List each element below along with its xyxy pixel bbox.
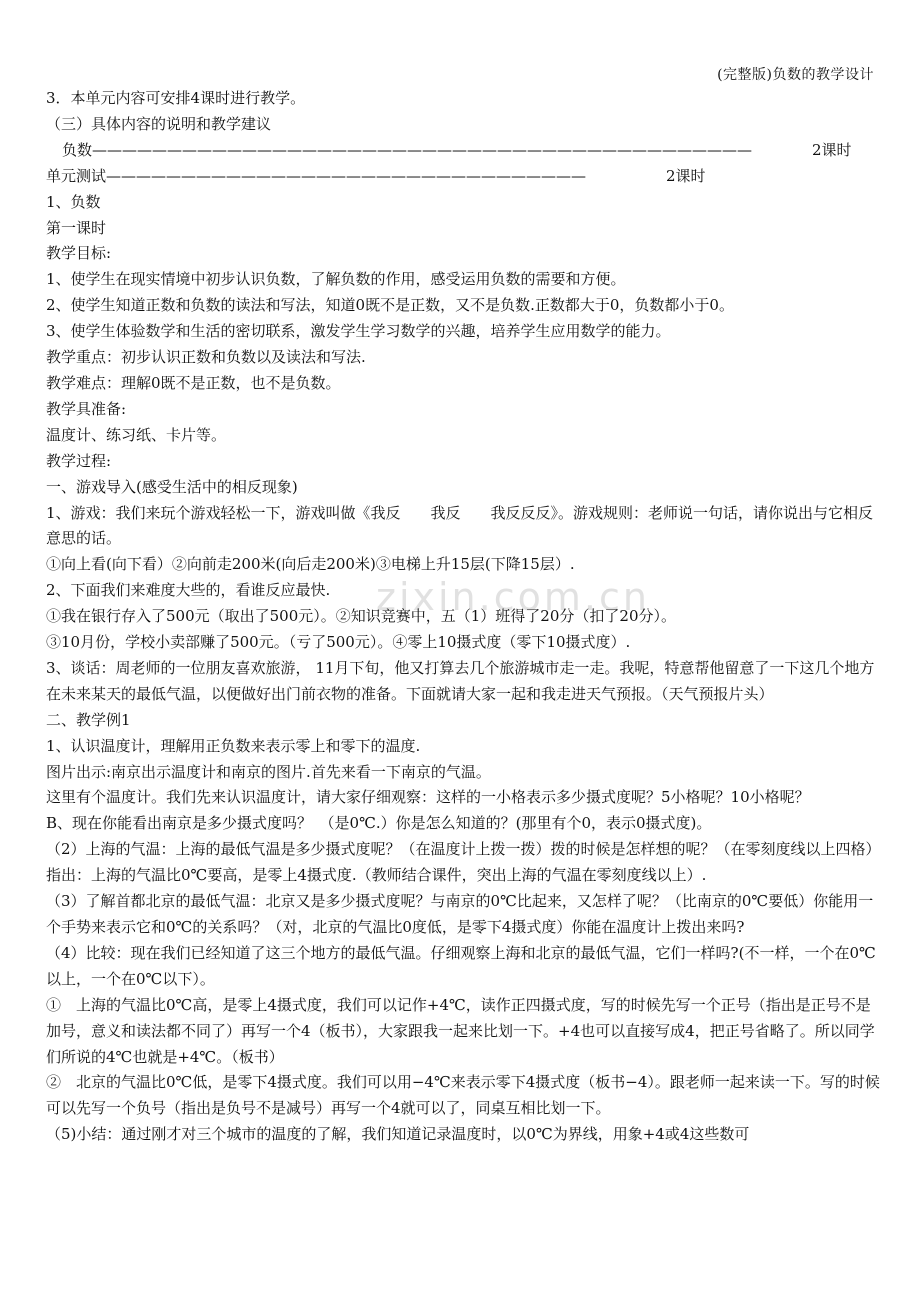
paragraph: 3、谈话：周老师的一位朋友喜欢旅游， 11月下旬，他又打算去几个旅游城市走一走。我呢，特意帮他留意了一下这几个地方在未来某天的最低气温，以便做好出门前衣物的准备。下面就请大家一起和我走进天气预报。（天气预报片头） bbox=[46, 658, 875, 703]
paragraph: 一、游戏导入(感受生活中的相反现象) bbox=[46, 477, 298, 496]
paragraph: ①向上看(向下看）②向前走200米(向后走200米)③电梯上升15层(下降15层）. bbox=[46, 555, 575, 574]
paragraph: 这里有个温度计。我们先来认识温度计，请大家仔细观察：这样的一小格表示多少摄式度呢？5小格呢？10小格呢？ bbox=[46, 788, 810, 807]
document-header-title: (完整版)负数的教学设计 bbox=[717, 67, 874, 83]
paragraph: 1、认识温度计，理解用正负数来表示零上和零下的温度. bbox=[46, 736, 421, 755]
paragraph: 第一课时 bbox=[46, 218, 107, 237]
paragraph: 1、负数 bbox=[46, 192, 101, 211]
paragraph: 温度计、练习纸、卡片等。 bbox=[46, 425, 227, 444]
paragraph: 教学难点：理解0既不是正数，也不是负数。 bbox=[46, 373, 341, 392]
paragraph: 1、使学生在现实情境中初步认识负数，了解负数的作用，感受运用负数的需要和方便。 bbox=[46, 270, 626, 289]
paragraph: （2）上海的气温：上海的最低气温是多少摄式度呢？（在温度计上拨一拨）拨的时候是怎样想的呢？（在零刻度线以上四格） bbox=[46, 840, 881, 859]
paragraph: B、现在你能看出南京是多少摄式度吗？ （是0℃.）你是怎么知道的？(那里有个0，表示0摄式度)。 bbox=[46, 814, 712, 833]
paragraph: （4）比较：现在我们已经知道了这三个地方的最低气温。仔细观察上海和北京的最低气温，它们一样吗?(不一样，一个在0℃以上，一个在0℃以下）。 bbox=[46, 943, 876, 988]
schedule-dash-leader: ———————————————————————————————— bbox=[106, 166, 587, 185]
paragraph: （3）了解首都北京的最低气温：北京又是多少摄式度呢？与南京的0℃比起来，又怎样了呢？（比南京的0℃要低）你能用一个手势来表示它和0℃的关系吗？（对，北京的气温比0度低，是零下4摄式度）你能在温度计上拨出来吗? bbox=[46, 892, 874, 936]
paragraph: 教学具准备: bbox=[46, 399, 127, 418]
paragraph: 3．本单元内容可安排4课时进行教学。 bbox=[46, 89, 306, 107]
paragraph: 2、下面我们来难度大些的，看谁反应最快. bbox=[46, 581, 331, 600]
schedule-hours: 2课时 bbox=[812, 140, 852, 159]
paragraph: 教学重点：初步认识正数和负数以及读法和写法. bbox=[46, 348, 366, 367]
schedule-row-unit-test bbox=[46, 164, 882, 190]
paragraph: 1、游戏：我们来玩个游戏轻松一下，游戏叫做《我反 我反 我反反反》。游戏规则：老师说一句话，请你说出与它相反意思的话。 bbox=[46, 503, 874, 548]
paragraph: 2、使学生知道正数和负数的读法和写法，知道0既不是正数，又不是负数.正数都大于0，负数都小于0。 bbox=[46, 296, 734, 315]
schedule-hours: 2课时 bbox=[666, 166, 706, 185]
section-heading: （三）具体内容的说明和教学建议 bbox=[46, 114, 272, 133]
paragraph: ② 北京的气温比0℃低，是零下4摄式度。我们可以用−4℃来表示零下4摄式度（板书−4）。跟老师一起来读一下。写的时候可以先写一个负号（指出是负号不是减号）再写一个4就可以了，同桌互相比划一下。 bbox=[46, 1073, 880, 1118]
paragraph: 指出：上海的气温比0℃要高，是零上4摄式度.（教师结合课件，突出上海的气温在零刻度线以上）. bbox=[46, 866, 707, 885]
schedule-label: 负数 bbox=[62, 140, 93, 159]
schedule-row-negative-numbers bbox=[46, 138, 882, 164]
watermark: zixin.com.cn bbox=[376, 575, 650, 619]
paragraph: ① 上海的气温比0℃高，是零上4摄式度，我们可以记作+4℃，读作正四摄式度，写的时候先写一个正号（指出是正号不是加号，意义和读法都不同了）再写一个4（板书），大家跟我一起来比划一下。+4也可以直接写成4，把正号省略了。所以同学们所说的4℃也就是+4℃。（板书） bbox=[46, 995, 875, 1066]
paragraph: 教学过程: bbox=[46, 451, 112, 470]
schedule-label: 单元测试 bbox=[46, 166, 107, 185]
paragraph: ①我在银行存入了500元（取出了500元）。②知识竞赛中，五（1）班得了20分（扣了20分）。 bbox=[46, 607, 676, 626]
paragraph: （5)小结：通过刚才对三个城市的温度的了解，我们知道记录温度时，以0℃为界线，用象+4或4这些数可 bbox=[46, 1125, 750, 1144]
paragraph: 教学目标: bbox=[46, 244, 112, 263]
paragraph: ③10月份，学校小卖部赚了500元。（亏了500元）。④零上10摄式度（零下10摄式度）. bbox=[46, 633, 631, 652]
paragraph: 3、使学生体验数学和生活的密切联系，激发学生学习数学的兴趣，培养学生应用数学的能力。 bbox=[46, 322, 671, 341]
document-body bbox=[46, 86, 882, 1148]
paragraph: 二、教学例1 bbox=[46, 710, 131, 729]
schedule-dash-leader: ———————————————————————————————————————————— bbox=[92, 140, 753, 159]
paragraph: 图片出示:南京出示温度计和南京的图片.首先来看一下南京的气温。 bbox=[46, 762, 491, 781]
